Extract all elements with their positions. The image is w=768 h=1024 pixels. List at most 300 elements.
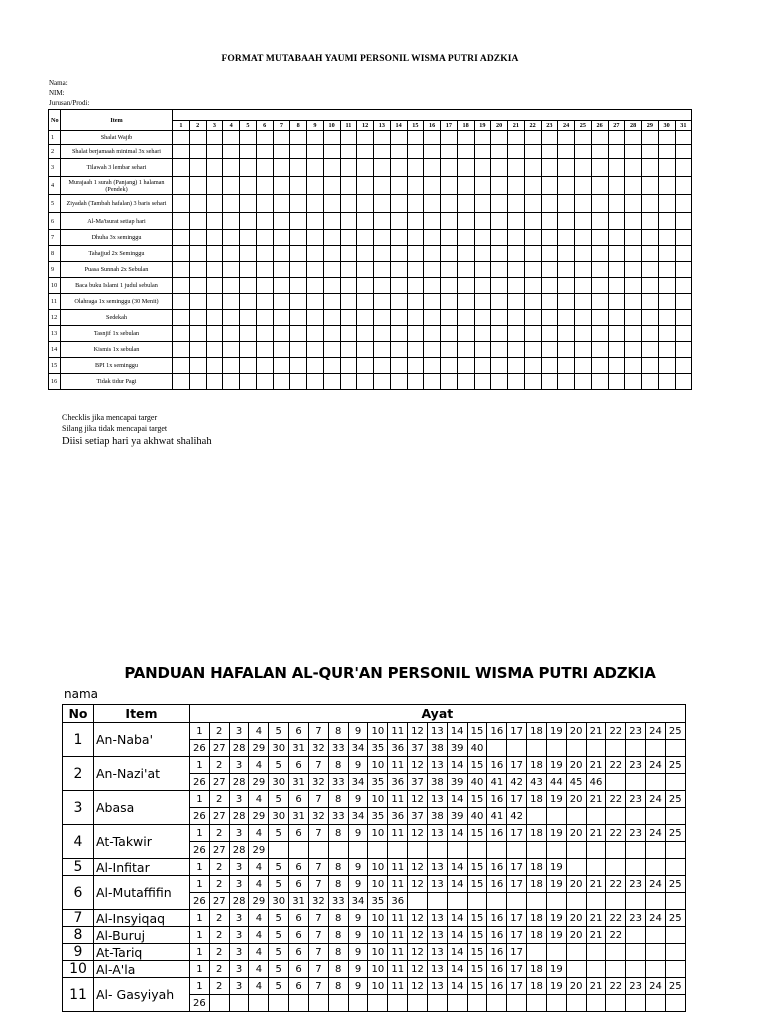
check-cell[interactable] bbox=[591, 342, 608, 358]
check-cell[interactable] bbox=[206, 131, 223, 145]
check-cell[interactable] bbox=[240, 213, 257, 230]
check-cell[interactable] bbox=[675, 230, 692, 246]
check-cell[interactable] bbox=[407, 342, 424, 358]
ayat-cell[interactable]: 11 bbox=[388, 825, 408, 842]
ayat-cell[interactable]: 7 bbox=[308, 978, 328, 995]
ayat-cell[interactable]: 43 bbox=[527, 774, 547, 791]
ayat-cell[interactable]: 11 bbox=[388, 961, 408, 978]
ayat-cell[interactable]: 24 bbox=[646, 876, 666, 893]
ayat-cell[interactable]: 17 bbox=[507, 944, 527, 961]
check-cell[interactable] bbox=[307, 342, 324, 358]
check-cell[interactable] bbox=[608, 310, 625, 326]
ayat-cell[interactable]: 3 bbox=[229, 927, 249, 944]
ayat-cell[interactable]: 16 bbox=[487, 978, 507, 995]
check-cell[interactable] bbox=[407, 326, 424, 342]
check-cell[interactable] bbox=[357, 294, 374, 310]
check-cell[interactable] bbox=[575, 177, 592, 195]
ayat-cell[interactable]: 2 bbox=[209, 791, 229, 808]
check-cell[interactable] bbox=[223, 262, 240, 278]
check-cell[interactable] bbox=[206, 159, 223, 177]
ayat-cell[interactable]: 15 bbox=[467, 825, 487, 842]
ayat-cell[interactable]: 24 bbox=[646, 825, 666, 842]
ayat-cell[interactable]: 41 bbox=[487, 774, 507, 791]
ayat-cell[interactable]: 27 bbox=[209, 893, 229, 910]
ayat-cell[interactable]: 12 bbox=[408, 791, 428, 808]
check-cell[interactable] bbox=[189, 326, 206, 342]
check-cell[interactable] bbox=[608, 294, 625, 310]
check-cell[interactable] bbox=[658, 326, 675, 342]
ayat-cell[interactable] bbox=[308, 995, 328, 1012]
ayat-cell[interactable]: 16 bbox=[487, 859, 507, 876]
ayat-cell[interactable]: 1 bbox=[190, 927, 210, 944]
ayat-cell[interactable] bbox=[527, 944, 547, 961]
ayat-cell[interactable]: 4 bbox=[249, 825, 269, 842]
ayat-cell[interactable] bbox=[249, 995, 269, 1012]
ayat-cell[interactable]: 13 bbox=[427, 927, 447, 944]
check-cell[interactable] bbox=[206, 177, 223, 195]
check-cell[interactable] bbox=[273, 278, 290, 294]
ayat-cell[interactable]: 2 bbox=[209, 859, 229, 876]
check-cell[interactable] bbox=[658, 342, 675, 358]
check-cell[interactable] bbox=[357, 326, 374, 342]
check-cell[interactable] bbox=[290, 246, 307, 262]
check-cell[interactable] bbox=[206, 342, 223, 358]
check-cell[interactable] bbox=[457, 262, 474, 278]
check-cell[interactable] bbox=[323, 145, 340, 159]
ayat-cell[interactable]: 6 bbox=[289, 927, 309, 944]
ayat-cell[interactable]: 23 bbox=[626, 791, 646, 808]
ayat-cell[interactable] bbox=[586, 842, 606, 859]
check-cell[interactable] bbox=[524, 278, 541, 294]
check-cell[interactable] bbox=[424, 177, 441, 195]
check-cell[interactable] bbox=[206, 213, 223, 230]
check-cell[interactable] bbox=[658, 145, 675, 159]
ayat-cell[interactable]: 4 bbox=[249, 961, 269, 978]
ayat-cell[interactable]: 6 bbox=[289, 944, 309, 961]
check-cell[interactable] bbox=[608, 213, 625, 230]
ayat-cell[interactable]: 16 bbox=[487, 723, 507, 740]
check-cell[interactable] bbox=[575, 230, 592, 246]
ayat-cell[interactable]: 13 bbox=[427, 757, 447, 774]
check-cell[interactable] bbox=[240, 374, 257, 390]
check-cell[interactable] bbox=[240, 262, 257, 278]
ayat-cell[interactable]: 33 bbox=[328, 740, 348, 757]
ayat-cell[interactable]: 13 bbox=[427, 825, 447, 842]
ayat-cell[interactable]: 30 bbox=[269, 893, 289, 910]
ayat-cell[interactable] bbox=[566, 893, 586, 910]
check-cell[interactable] bbox=[256, 374, 273, 390]
check-cell[interactable] bbox=[524, 294, 541, 310]
check-cell[interactable] bbox=[658, 310, 675, 326]
ayat-cell[interactable] bbox=[646, 859, 666, 876]
ayat-cell[interactable]: 13 bbox=[427, 723, 447, 740]
ayat-cell[interactable]: 3 bbox=[229, 723, 249, 740]
ayat-cell[interactable]: 20 bbox=[566, 757, 586, 774]
check-cell[interactable] bbox=[642, 213, 659, 230]
check-cell[interactable] bbox=[223, 131, 240, 145]
ayat-cell[interactable]: 29 bbox=[249, 740, 269, 757]
check-cell[interactable] bbox=[273, 246, 290, 262]
check-cell[interactable] bbox=[541, 145, 558, 159]
check-cell[interactable] bbox=[541, 131, 558, 145]
check-cell[interactable] bbox=[307, 294, 324, 310]
ayat-cell[interactable]: 8 bbox=[328, 978, 348, 995]
check-cell[interactable] bbox=[357, 278, 374, 294]
check-cell[interactable] bbox=[457, 131, 474, 145]
check-cell[interactable] bbox=[407, 294, 424, 310]
ayat-cell[interactable] bbox=[527, 808, 547, 825]
check-cell[interactable] bbox=[290, 310, 307, 326]
check-cell[interactable] bbox=[575, 294, 592, 310]
ayat-cell[interactable]: 35 bbox=[368, 740, 388, 757]
ayat-cell[interactable] bbox=[626, 961, 646, 978]
ayat-cell[interactable] bbox=[606, 740, 626, 757]
ayat-cell[interactable]: 22 bbox=[606, 791, 626, 808]
check-cell[interactable] bbox=[340, 246, 357, 262]
check-cell[interactable] bbox=[625, 294, 642, 310]
check-cell[interactable] bbox=[173, 145, 190, 159]
check-cell[interactable] bbox=[323, 342, 340, 358]
check-cell[interactable] bbox=[441, 294, 458, 310]
check-cell[interactable] bbox=[625, 213, 642, 230]
ayat-cell[interactable]: 4 bbox=[249, 757, 269, 774]
check-cell[interactable] bbox=[508, 177, 525, 195]
ayat-cell[interactable]: 23 bbox=[626, 757, 646, 774]
check-cell[interactable] bbox=[575, 278, 592, 294]
ayat-cell[interactable] bbox=[427, 842, 447, 859]
ayat-cell[interactable]: 14 bbox=[447, 944, 467, 961]
check-cell[interactable] bbox=[508, 159, 525, 177]
ayat-cell[interactable] bbox=[348, 842, 368, 859]
ayat-cell[interactable]: 1 bbox=[190, 978, 210, 995]
ayat-cell[interactable]: 18 bbox=[527, 825, 547, 842]
check-cell[interactable] bbox=[642, 326, 659, 342]
check-cell[interactable] bbox=[457, 294, 474, 310]
check-cell[interactable] bbox=[524, 374, 541, 390]
ayat-cell[interactable]: 18 bbox=[527, 978, 547, 995]
ayat-cell[interactable] bbox=[209, 995, 229, 1012]
check-cell[interactable] bbox=[424, 374, 441, 390]
ayat-cell[interactable]: 32 bbox=[308, 740, 328, 757]
ayat-cell[interactable]: 20 bbox=[566, 978, 586, 995]
check-cell[interactable] bbox=[240, 326, 257, 342]
ayat-cell[interactable]: 25 bbox=[665, 910, 685, 927]
check-cell[interactable] bbox=[256, 131, 273, 145]
ayat-cell[interactable]: 5 bbox=[269, 944, 289, 961]
ayat-cell[interactable]: 14 bbox=[447, 910, 467, 927]
check-cell[interactable] bbox=[407, 374, 424, 390]
check-cell[interactable] bbox=[457, 246, 474, 262]
check-cell[interactable] bbox=[189, 195, 206, 213]
ayat-cell[interactable]: 14 bbox=[447, 961, 467, 978]
check-cell[interactable] bbox=[189, 213, 206, 230]
ayat-cell[interactable]: 9 bbox=[348, 944, 368, 961]
check-cell[interactable] bbox=[206, 230, 223, 246]
ayat-cell[interactable]: 2 bbox=[209, 961, 229, 978]
check-cell[interactable] bbox=[474, 230, 491, 246]
check-cell[interactable] bbox=[541, 374, 558, 390]
check-cell[interactable] bbox=[491, 246, 508, 262]
check-cell[interactable] bbox=[575, 342, 592, 358]
ayat-cell[interactable]: 25 bbox=[665, 723, 685, 740]
check-cell[interactable] bbox=[675, 278, 692, 294]
ayat-cell[interactable]: 28 bbox=[229, 808, 249, 825]
check-cell[interactable] bbox=[625, 326, 642, 342]
check-cell[interactable] bbox=[474, 177, 491, 195]
ayat-cell[interactable]: 10 bbox=[368, 978, 388, 995]
check-cell[interactable] bbox=[675, 159, 692, 177]
check-cell[interactable] bbox=[491, 374, 508, 390]
check-cell[interactable] bbox=[206, 145, 223, 159]
check-cell[interactable] bbox=[390, 374, 407, 390]
ayat-cell[interactable]: 2 bbox=[209, 876, 229, 893]
check-cell[interactable] bbox=[524, 159, 541, 177]
ayat-cell[interactable]: 9 bbox=[348, 757, 368, 774]
ayat-cell[interactable] bbox=[229, 995, 249, 1012]
check-cell[interactable] bbox=[273, 213, 290, 230]
check-cell[interactable] bbox=[541, 195, 558, 213]
ayat-cell[interactable]: 7 bbox=[308, 927, 328, 944]
check-cell[interactable] bbox=[575, 131, 592, 145]
check-cell[interactable] bbox=[307, 358, 324, 374]
check-cell[interactable] bbox=[189, 310, 206, 326]
check-cell[interactable] bbox=[307, 374, 324, 390]
ayat-cell[interactable]: 7 bbox=[308, 859, 328, 876]
check-cell[interactable] bbox=[524, 310, 541, 326]
check-cell[interactable] bbox=[206, 358, 223, 374]
check-cell[interactable] bbox=[658, 230, 675, 246]
ayat-cell[interactable] bbox=[467, 893, 487, 910]
ayat-cell[interactable]: 26 bbox=[190, 893, 210, 910]
ayat-cell[interactable] bbox=[586, 961, 606, 978]
ayat-cell[interactable]: 21 bbox=[586, 876, 606, 893]
check-cell[interactable] bbox=[290, 213, 307, 230]
check-cell[interactable] bbox=[189, 131, 206, 145]
check-cell[interactable] bbox=[206, 262, 223, 278]
check-cell[interactable] bbox=[524, 342, 541, 358]
ayat-cell[interactable]: 4 bbox=[249, 723, 269, 740]
ayat-cell[interactable]: 18 bbox=[527, 791, 547, 808]
check-cell[interactable] bbox=[591, 358, 608, 374]
check-cell[interactable] bbox=[457, 195, 474, 213]
ayat-cell[interactable]: 12 bbox=[408, 723, 428, 740]
ayat-cell[interactable]: 26 bbox=[190, 740, 210, 757]
check-cell[interactable] bbox=[675, 213, 692, 230]
ayat-cell[interactable]: 22 bbox=[606, 825, 626, 842]
check-cell[interactable] bbox=[340, 326, 357, 342]
check-cell[interactable] bbox=[524, 246, 541, 262]
check-cell[interactable] bbox=[223, 374, 240, 390]
ayat-cell[interactable]: 10 bbox=[368, 825, 388, 842]
check-cell[interactable] bbox=[575, 246, 592, 262]
check-cell[interactable] bbox=[273, 131, 290, 145]
ayat-cell[interactable] bbox=[388, 842, 408, 859]
check-cell[interactable] bbox=[374, 159, 391, 177]
ayat-cell[interactable]: 37 bbox=[408, 740, 428, 757]
ayat-cell[interactable] bbox=[665, 944, 685, 961]
ayat-cell[interactable]: 25 bbox=[665, 876, 685, 893]
ayat-cell[interactable]: 1 bbox=[190, 859, 210, 876]
ayat-cell[interactable]: 19 bbox=[546, 927, 566, 944]
check-cell[interactable] bbox=[625, 195, 642, 213]
ayat-cell[interactable]: 31 bbox=[289, 774, 309, 791]
ayat-cell[interactable]: 3 bbox=[229, 961, 249, 978]
ayat-cell[interactable] bbox=[626, 842, 646, 859]
check-cell[interactable] bbox=[173, 213, 190, 230]
ayat-cell[interactable] bbox=[467, 842, 487, 859]
ayat-cell[interactable]: 6 bbox=[289, 961, 309, 978]
ayat-cell[interactable] bbox=[348, 995, 368, 1012]
ayat-cell[interactable]: 5 bbox=[269, 757, 289, 774]
check-cell[interactable] bbox=[491, 131, 508, 145]
ayat-cell[interactable] bbox=[626, 927, 646, 944]
ayat-cell[interactable]: 16 bbox=[487, 757, 507, 774]
check-cell[interactable] bbox=[357, 213, 374, 230]
check-cell[interactable] bbox=[575, 326, 592, 342]
ayat-cell[interactable]: 3 bbox=[229, 757, 249, 774]
ayat-cell[interactable] bbox=[427, 893, 447, 910]
check-cell[interactable] bbox=[424, 131, 441, 145]
ayat-cell[interactable]: 18 bbox=[527, 757, 547, 774]
check-cell[interactable] bbox=[223, 358, 240, 374]
check-cell[interactable] bbox=[591, 294, 608, 310]
check-cell[interactable] bbox=[424, 310, 441, 326]
check-cell[interactable] bbox=[541, 278, 558, 294]
check-cell[interactable] bbox=[290, 262, 307, 278]
check-cell[interactable] bbox=[374, 374, 391, 390]
ayat-cell[interactable]: 39 bbox=[447, 808, 467, 825]
ayat-cell[interactable]: 6 bbox=[289, 723, 309, 740]
ayat-cell[interactable]: 34 bbox=[348, 740, 368, 757]
check-cell[interactable] bbox=[457, 230, 474, 246]
check-cell[interactable] bbox=[474, 326, 491, 342]
check-cell[interactable] bbox=[474, 310, 491, 326]
check-cell[interactable] bbox=[189, 159, 206, 177]
ayat-cell[interactable]: 35 bbox=[368, 893, 388, 910]
ayat-cell[interactable]: 12 bbox=[408, 927, 428, 944]
ayat-cell[interactable]: 29 bbox=[249, 842, 269, 859]
check-cell[interactable] bbox=[273, 159, 290, 177]
check-cell[interactable] bbox=[390, 195, 407, 213]
ayat-cell[interactable]: 17 bbox=[507, 791, 527, 808]
ayat-cell[interactable] bbox=[566, 842, 586, 859]
ayat-cell[interactable]: 13 bbox=[427, 978, 447, 995]
check-cell[interactable] bbox=[240, 145, 257, 159]
ayat-cell[interactable]: 20 bbox=[566, 791, 586, 808]
ayat-cell[interactable]: 5 bbox=[269, 978, 289, 995]
ayat-cell[interactable] bbox=[447, 995, 467, 1012]
ayat-cell[interactable]: 3 bbox=[229, 978, 249, 995]
check-cell[interactable] bbox=[323, 177, 340, 195]
ayat-cell[interactable]: 9 bbox=[348, 859, 368, 876]
check-cell[interactable] bbox=[591, 246, 608, 262]
ayat-cell[interactable]: 18 bbox=[527, 876, 547, 893]
ayat-cell[interactable]: 14 bbox=[447, 723, 467, 740]
check-cell[interactable] bbox=[206, 195, 223, 213]
ayat-cell[interactable]: 14 bbox=[447, 876, 467, 893]
check-cell[interactable] bbox=[591, 374, 608, 390]
ayat-cell[interactable] bbox=[646, 740, 666, 757]
check-cell[interactable] bbox=[407, 195, 424, 213]
check-cell[interactable] bbox=[424, 159, 441, 177]
ayat-cell[interactable]: 28 bbox=[229, 774, 249, 791]
ayat-cell[interactable]: 20 bbox=[566, 723, 586, 740]
ayat-cell[interactable]: 8 bbox=[328, 757, 348, 774]
ayat-cell[interactable]: 19 bbox=[546, 791, 566, 808]
check-cell[interactable] bbox=[474, 246, 491, 262]
ayat-cell[interactable] bbox=[447, 842, 467, 859]
check-cell[interactable] bbox=[508, 326, 525, 342]
ayat-cell[interactable]: 7 bbox=[308, 723, 328, 740]
check-cell[interactable] bbox=[591, 145, 608, 159]
ayat-cell[interactable] bbox=[408, 893, 428, 910]
check-cell[interactable] bbox=[625, 159, 642, 177]
check-cell[interactable] bbox=[441, 262, 458, 278]
check-cell[interactable] bbox=[256, 326, 273, 342]
ayat-cell[interactable]: 7 bbox=[308, 944, 328, 961]
check-cell[interactable] bbox=[390, 342, 407, 358]
ayat-cell[interactable]: 6 bbox=[289, 978, 309, 995]
ayat-cell[interactable]: 2 bbox=[209, 723, 229, 740]
check-cell[interactable] bbox=[290, 294, 307, 310]
ayat-cell[interactable]: 24 bbox=[646, 757, 666, 774]
check-cell[interactable] bbox=[374, 177, 391, 195]
ayat-cell[interactable]: 16 bbox=[487, 876, 507, 893]
check-cell[interactable] bbox=[642, 145, 659, 159]
check-cell[interactable] bbox=[240, 310, 257, 326]
check-cell[interactable] bbox=[256, 262, 273, 278]
ayat-cell[interactable]: 12 bbox=[408, 978, 428, 995]
ayat-cell[interactable]: 39 bbox=[447, 774, 467, 791]
ayat-cell[interactable]: 33 bbox=[328, 893, 348, 910]
ayat-cell[interactable]: 17 bbox=[507, 876, 527, 893]
ayat-cell[interactable] bbox=[447, 893, 467, 910]
ayat-cell[interactable] bbox=[646, 774, 666, 791]
ayat-cell[interactable] bbox=[646, 995, 666, 1012]
ayat-cell[interactable] bbox=[665, 893, 685, 910]
ayat-cell[interactable]: 8 bbox=[328, 961, 348, 978]
check-cell[interactable] bbox=[256, 213, 273, 230]
check-cell[interactable] bbox=[290, 145, 307, 159]
ayat-cell[interactable]: 2 bbox=[209, 927, 229, 944]
ayat-cell[interactable] bbox=[566, 740, 586, 757]
ayat-cell[interactable]: 3 bbox=[229, 859, 249, 876]
check-cell[interactable] bbox=[256, 177, 273, 195]
check-cell[interactable] bbox=[424, 342, 441, 358]
ayat-cell[interactable]: 11 bbox=[388, 910, 408, 927]
ayat-cell[interactable]: 39 bbox=[447, 740, 467, 757]
check-cell[interactable] bbox=[608, 278, 625, 294]
check-cell[interactable] bbox=[474, 374, 491, 390]
check-cell[interactable] bbox=[240, 177, 257, 195]
ayat-cell[interactable]: 27 bbox=[209, 842, 229, 859]
ayat-cell[interactable]: 19 bbox=[546, 876, 566, 893]
ayat-cell[interactable]: 7 bbox=[308, 825, 328, 842]
check-cell[interactable] bbox=[407, 159, 424, 177]
check-cell[interactable] bbox=[441, 159, 458, 177]
check-cell[interactable] bbox=[173, 278, 190, 294]
check-cell[interactable] bbox=[608, 145, 625, 159]
ayat-cell[interactable]: 6 bbox=[289, 825, 309, 842]
check-cell[interactable] bbox=[625, 310, 642, 326]
ayat-cell[interactable] bbox=[546, 944, 566, 961]
check-cell[interactable] bbox=[608, 326, 625, 342]
check-cell[interactable] bbox=[223, 195, 240, 213]
ayat-cell[interactable] bbox=[626, 859, 646, 876]
ayat-cell[interactable]: 21 bbox=[586, 757, 606, 774]
check-cell[interactable] bbox=[390, 230, 407, 246]
check-cell[interactable] bbox=[675, 342, 692, 358]
